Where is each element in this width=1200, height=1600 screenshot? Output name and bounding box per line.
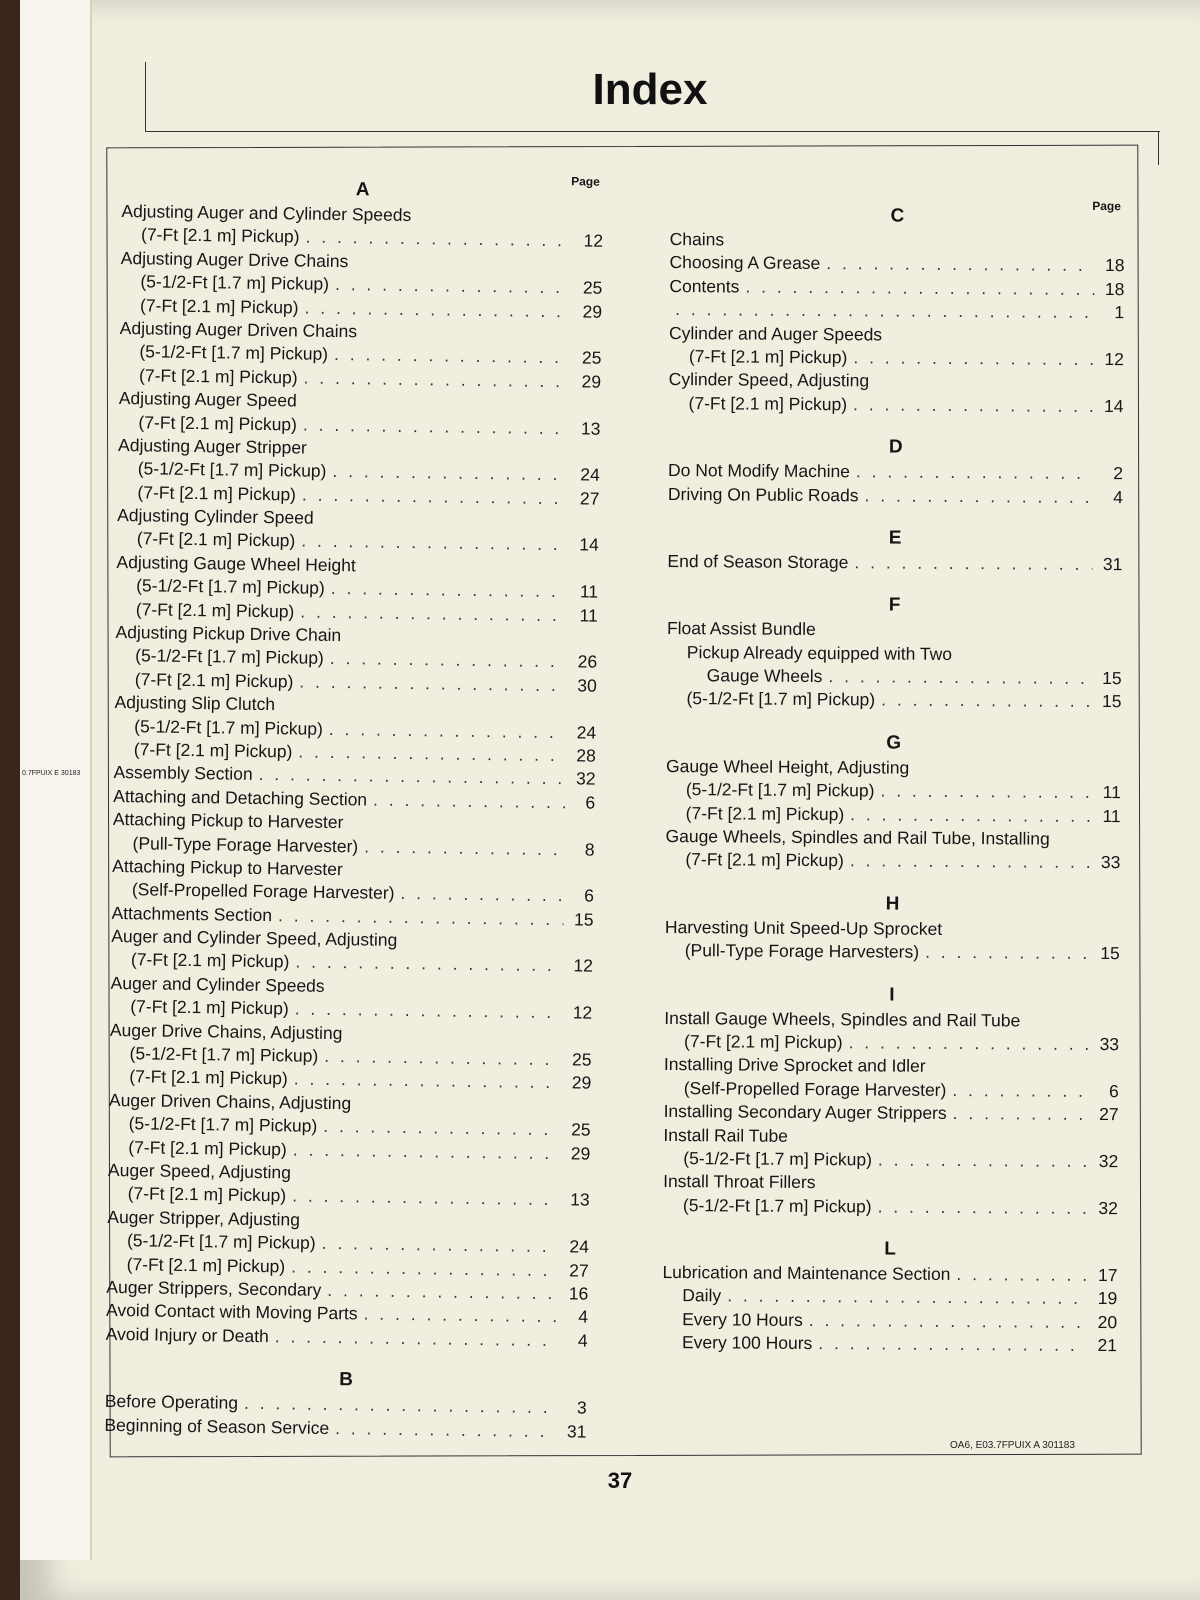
entry-text: Assembly Section [113, 762, 253, 785]
index-entry [662, 1261, 1117, 1288]
entry-page-number: 18 [1104, 255, 1125, 276]
entry-page-number: 27 [1099, 1104, 1119, 1125]
entry-page-number: 13 [580, 417, 601, 439]
index-entry [664, 1077, 1119, 1104]
entry-text: End of Season Storage [667, 550, 849, 573]
entry-page-number: 18 [1104, 278, 1125, 299]
entry-page-number: 1 [1114, 302, 1125, 323]
entry-text: Float Assist Bundle [666, 618, 816, 640]
dot-leader [303, 413, 571, 440]
entry-page-number: 15 [1101, 691, 1122, 712]
entry-text: Chains [669, 228, 725, 250]
page-column-header: Page [571, 174, 600, 189]
entry-text: (7-Ft [2.1 m] Pickup) [129, 1066, 288, 1089]
entry-text: (7-Ft [2.1 m] Pickup) [688, 346, 848, 368]
entry-text: (5-1/2-Ft [1.7 m] Pickup) [126, 1230, 316, 1253]
entry-page-number: 21 [1097, 1335, 1118, 1356]
entry-page-number: 11 [579, 605, 598, 626]
dot-leader [818, 1332, 1087, 1357]
entry-page-number: 32 [1098, 1150, 1119, 1172]
entry-text: (7-Ft [2.1 m] Pickup) [685, 849, 844, 871]
dot-leader [295, 951, 563, 978]
entry-text: (5-1/2-Ft [1.7 m] Pickup) [128, 1113, 318, 1137]
dot-leader [324, 1045, 562, 1072]
index-entry [667, 641, 1122, 668]
entry-page-number: 6 [585, 792, 596, 813]
index-entry [669, 322, 1124, 349]
index-entry [666, 802, 1121, 829]
dot-leader [335, 1417, 557, 1443]
index-entry [668, 483, 1123, 510]
dot-leader [363, 1303, 558, 1329]
entry-text: Lubrication and Maintenance Section [662, 1262, 951, 1285]
entry-text: Auger Speed, Adjusting [107, 1159, 292, 1183]
entry-text: (5-1/2-Ft [1.7 m] Pickup) [140, 271, 330, 295]
entry-page-number: 33 [1099, 1033, 1120, 1055]
entry-text: (5-1/2-Ft [1.7 m] Pickup) [686, 688, 876, 710]
entry-page-number: 29 [570, 1142, 591, 1164]
entry-text: (5-1/2-Ft [1.7 m] Pickup) [129, 1043, 319, 1066]
index-entry [668, 459, 1123, 486]
index-entry [665, 848, 1120, 875]
index-entry [664, 1053, 1119, 1080]
entry-page-number: 16 [568, 1283, 589, 1304]
title-rule-right [1158, 131, 1159, 165]
entry-page-number: 15 [573, 909, 594, 930]
entry-page-number: 15 [1100, 943, 1120, 964]
entry-text: (Self-Propelled Forage Harvester) [131, 879, 395, 904]
entry-page-number: 27 [569, 1259, 589, 1281]
entry-page-number: 33 [1100, 852, 1121, 873]
dot-leader [299, 670, 567, 697]
entry-text: (7-Ft [2.1 m] Pickup) [684, 1031, 843, 1053]
entry-text: Adjusting Cylinder Speed [117, 505, 314, 528]
entry-page-number: 3 [576, 1397, 587, 1418]
entry-text: (7-Ft [2.1 m] Pickup) [136, 528, 296, 551]
entry-page-number: 13 [570, 1189, 590, 1211]
dot-leader [334, 343, 572, 370]
entry-text: (7-Ft [2.1 m] Pickup) [139, 294, 299, 318]
entry-text: (5-1/2-Ft [1.7 m] Pickup) [137, 458, 327, 482]
dot-leader [850, 850, 1091, 875]
entry-page-number: 17 [1097, 1265, 1118, 1286]
entry-text: (7-Ft [2.1 m] Pickup) [135, 598, 295, 622]
index-entry [662, 1308, 1117, 1335]
dot-leader [400, 882, 564, 908]
entry-text: Attaching Pickup to Harvester [112, 855, 343, 880]
dot-leader [881, 689, 1091, 714]
page-number: 37 [607, 1468, 633, 1493]
index-entry [669, 298, 1124, 325]
document-code: OA6, E03.7FPUIX A 301183 [950, 1440, 1075, 1451]
entry-text: Avoid Injury or Death [105, 1323, 269, 1346]
entry-text: (7-Ft [2.1 m] Pickup) [133, 739, 293, 762]
entry-text: (7-Ft [2.1 m] Pickup) [127, 1183, 287, 1206]
entry-page-number: 6 [584, 885, 595, 906]
section-letter: L [884, 1238, 897, 1260]
entry-page-number: 26 [577, 651, 598, 673]
dot-leader [925, 941, 1090, 966]
dot-leader [364, 835, 565, 861]
book-page [20, 0, 1200, 1600]
entry-text: Attaching and Detaching Section [113, 785, 368, 810]
entry-text: (7-Ft [2.1 m] Pickup) [688, 392, 848, 414]
dot-leader [335, 273, 573, 300]
dot-leader [853, 346, 1094, 371]
index-entry [662, 1331, 1117, 1358]
dot-leader [853, 393, 1094, 418]
entry-text: Before Operating [104, 1391, 239, 1413]
index-entry [669, 368, 1124, 395]
entry-page-number: 25 [571, 1119, 591, 1140]
index-entry [667, 617, 1122, 644]
entry-text: (7-Ft [2.1 m] Pickup) [685, 802, 845, 824]
entry-text: Beginning of Season Service [104, 1414, 330, 1438]
dot-leader [854, 551, 1092, 576]
entry-text: Auger Strippers, Secondary [106, 1276, 322, 1300]
entry-text: Auger Stripper, Adjusting [107, 1206, 301, 1230]
entry-page-number: 4 [577, 1330, 588, 1351]
entry-text: (7-Ft [2.1 m] Pickup) [128, 1136, 287, 1160]
entry-page-number: 8 [584, 839, 595, 860]
entry-page-number: 29 [571, 1072, 592, 1094]
previous-page-edge [20, 0, 92, 1560]
entry-text: Gauge Wheels, Spindles and Rail Tube, Installing [665, 826, 1050, 849]
index-entry [666, 778, 1121, 805]
index-entry [665, 939, 1120, 966]
entry-text: (5-1/2-Ft [1.7 m] Pickup) [682, 1194, 872, 1217]
section-letter: E [888, 527, 902, 549]
section-letter: B [339, 1369, 354, 1391]
entry-text: (5-1/2-Ft [1.7 m] Pickup) [683, 1148, 873, 1170]
entry-text: Avoid Contact with Moving Parts [105, 1300, 358, 1324]
dot-leader [303, 366, 571, 393]
entry-text: Auger and Cylinder Speeds [110, 972, 325, 996]
index-entry [663, 1194, 1118, 1221]
entry-text: Do Not Modify Machine [668, 460, 851, 482]
entry-text: Auger and Cylinder Speed, Adjusting [111, 926, 398, 951]
entry-page-number: 30 [577, 675, 597, 696]
entry-text: Every 100 Hours [681, 1332, 813, 1354]
page-column-header: Page [1092, 198, 1121, 214]
entry-text: (5-1/2-Ft [1.7 m] Pickup) [135, 645, 324, 669]
entry-text: Adjusting Auger Drive Chains [120, 247, 349, 271]
section-letter: A [355, 179, 370, 201]
entry-page-number: 31 [566, 1420, 587, 1442]
entry-page-number: 28 [576, 745, 596, 766]
dot-leader [826, 252, 1094, 277]
entry-page-number: 12 [1104, 348, 1124, 370]
dot-leader [956, 1263, 1087, 1287]
index-entry [670, 228, 1125, 255]
entry-page-number: 14 [1104, 395, 1124, 416]
entry-text: Installing Secondary Auger Strippers [663, 1101, 947, 1124]
dot-leader [329, 718, 567, 745]
dot-leader [745, 275, 1094, 301]
entry-text: Install Rail Tube [663, 1124, 789, 1146]
entry-page-number: 24 [569, 1236, 590, 1257]
entry-page-number: 20 [1097, 1311, 1118, 1333]
entry-text: (5-1/2-Ft [1.7 m] Pickup) [134, 715, 324, 739]
entry-text: Adjusting Pickup Drive Chain [115, 621, 342, 646]
dot-leader [675, 298, 1094, 324]
dot-leader [322, 1232, 560, 1259]
dot-leader [727, 1285, 1087, 1311]
index-entry [663, 1170, 1118, 1197]
entry-text: Driving On Public Roads [667, 483, 859, 505]
index-column-left [104, 168, 604, 1444]
entry-text: Installing Drive Sprocket and Idler [663, 1054, 926, 1077]
index-entry [666, 755, 1121, 782]
index-entry [662, 1284, 1117, 1311]
entry-text: Adjusting Auger and Cylinder Speeds [121, 200, 412, 226]
entry-page-number: 27 [579, 488, 600, 509]
entry-text: Harvesting Unit Speed-Up Sprocket [664, 916, 943, 939]
section-letter: D [888, 436, 903, 458]
index-entry [668, 392, 1123, 419]
entry-page-number: 12 [573, 955, 594, 977]
entry-text: Install Throat Fillers [663, 1171, 816, 1193]
entry-page-number: 25 [582, 277, 603, 298]
dot-leader [880, 780, 1090, 805]
entry-text: Adjusting Auger Driven Chains [119, 317, 358, 342]
entry-page-number: 12 [583, 230, 604, 252]
page-title: Index [592, 65, 708, 114]
entry-text: Attaching Pickup to Harvester [112, 809, 344, 833]
entry-text: Auger Driven Chains, Adjusting [108, 1089, 352, 1114]
index-entry [664, 1007, 1119, 1034]
entry-text: Adjusting Auger Speed [118, 388, 297, 411]
entry-text: (7-Ft [2.1 m] Pickup) [130, 996, 289, 1019]
entry-text: Install Gauge Wheels, Spindles and Rail Tube [664, 1007, 1021, 1031]
entry-text: Choosing A Grease [669, 252, 821, 274]
entry-page-number: 11 [579, 581, 599, 602]
entry-text: Gauge Wheels [706, 665, 823, 687]
dot-leader [323, 1115, 561, 1142]
dot-leader [373, 788, 565, 814]
dot-leader [856, 460, 1093, 485]
index-entry [663, 1124, 1118, 1151]
entry-text: (7-Ft [2.1 m] Pickup) [138, 364, 298, 388]
entry-page-number: 29 [581, 371, 602, 392]
entry-text: Daily [682, 1285, 722, 1306]
entry-text: Adjusting Slip Clutch [114, 692, 276, 715]
entry-page-number: 24 [580, 464, 600, 485]
entry-text: (7-Ft [2.1 m] Pickup) [126, 1253, 286, 1276]
dot-leader [809, 1309, 1088, 1334]
entry-text: (Pull-Type Forage Harvesters) [684, 940, 920, 962]
entry-page-number: 4 [578, 1306, 589, 1327]
section-letter: F [888, 594, 901, 616]
entry-text: Cylinder Speed, Adjusting [668, 369, 870, 391]
entry-text: Adjusting Gauge Wheel Height [116, 551, 356, 576]
index-entry [666, 687, 1121, 714]
section-letter: I [889, 984, 895, 1006]
entry-page-number: 12 [572, 1002, 593, 1023]
entry-text: Contents [669, 275, 740, 297]
entry-page-number: 25 [581, 347, 602, 369]
entry-page-number: 32 [575, 768, 596, 790]
entry-text: (7-Ft [2.1 m] Pickup) [130, 949, 290, 972]
dot-leader [275, 1325, 558, 1352]
entry-text: (7-Ft [2.1 m] Pickup) [138, 411, 298, 434]
entry-page-number: 4 [1113, 486, 1123, 507]
dot-leader [331, 577, 569, 604]
dot-leader [878, 1148, 1088, 1173]
index-entry [669, 275, 1124, 302]
dot-leader [878, 1195, 1088, 1220]
section-letter: C [890, 205, 905, 227]
entry-page-number: 11 [1102, 782, 1121, 803]
entry-page-number: 14 [579, 534, 599, 556]
index-entry [663, 1147, 1118, 1174]
dot-leader [293, 1138, 561, 1165]
entry-text: (5-1/2-Ft [1.7 m] Pickup) [139, 341, 329, 365]
dot-leader [330, 647, 568, 674]
entry-text: Adjusting Auger Stripper [117, 434, 307, 458]
section-letter: G [886, 732, 902, 754]
dot-leader [292, 1185, 560, 1212]
entry-text: (5-1/2-Ft [1.7 m] Pickup) [685, 779, 875, 801]
entry-text: Attachments Section [111, 902, 273, 925]
index-entry [664, 1100, 1119, 1127]
section-letter: H [885, 893, 900, 915]
index-entry [669, 251, 1124, 278]
entry-page-number: 31 [1102, 553, 1123, 575]
dot-leader [332, 460, 570, 487]
entry-text: (Pull-Type Forage Harvester) [132, 832, 359, 856]
entry-page-number: 32 [1098, 1197, 1119, 1218]
entry-page-number: 24 [576, 721, 597, 743]
entry-page-number: 19 [1097, 1288, 1118, 1309]
entry-text: (7-Ft [2.1 m] Pickup) [137, 481, 297, 505]
entry-text: (Self-Propelled Forage Harvester) [683, 1077, 947, 1100]
entry-page-number: 6 [1108, 1080, 1119, 1101]
entry-page-number: 11 [1102, 805, 1121, 826]
entry-text: Every 10 Hours [682, 1308, 803, 1330]
entry-page-number: 29 [582, 300, 603, 322]
entry-text: Pickup Already equipped with Two [686, 641, 953, 664]
index-entry [665, 825, 1120, 852]
entry-page-number: 25 [571, 1049, 592, 1070]
dot-leader [849, 1031, 1090, 1056]
index-entry [664, 1030, 1119, 1057]
margin-note: 0.7FPUIX E 30183 [22, 770, 81, 777]
dot-leader [302, 483, 570, 510]
entry-page-number: 2 [1113, 463, 1124, 484]
entry-text: (7-Ft [2.1 m] Pickup) [140, 224, 300, 247]
dot-leader [953, 1102, 1089, 1126]
entry-text: (5-1/2-Ft [1.7 m] Pickup) [136, 575, 325, 599]
entry-text: Cylinder and Auger Speeds [668, 322, 883, 345]
entry-page-number: 15 [1102, 668, 1122, 689]
dot-leader [327, 1279, 558, 1306]
index-entry [667, 550, 1122, 577]
entry-text: Gauge Wheel Height, Adjusting [665, 755, 910, 778]
title-rule-bottom [145, 131, 1160, 132]
entry-text: (7-Ft [2.1 m] Pickup) [134, 669, 294, 692]
index-entry [669, 345, 1124, 372]
dot-leader [952, 1079, 1089, 1103]
index-column-right [662, 196, 1125, 1358]
index-entry [667, 664, 1122, 691]
dot-leader [828, 665, 1091, 690]
dot-leader [864, 484, 1093, 509]
index-entry [665, 916, 1120, 943]
entry-text: Auger Drive Chains, Adjusting [109, 1019, 343, 1043]
dot-leader [850, 803, 1091, 828]
